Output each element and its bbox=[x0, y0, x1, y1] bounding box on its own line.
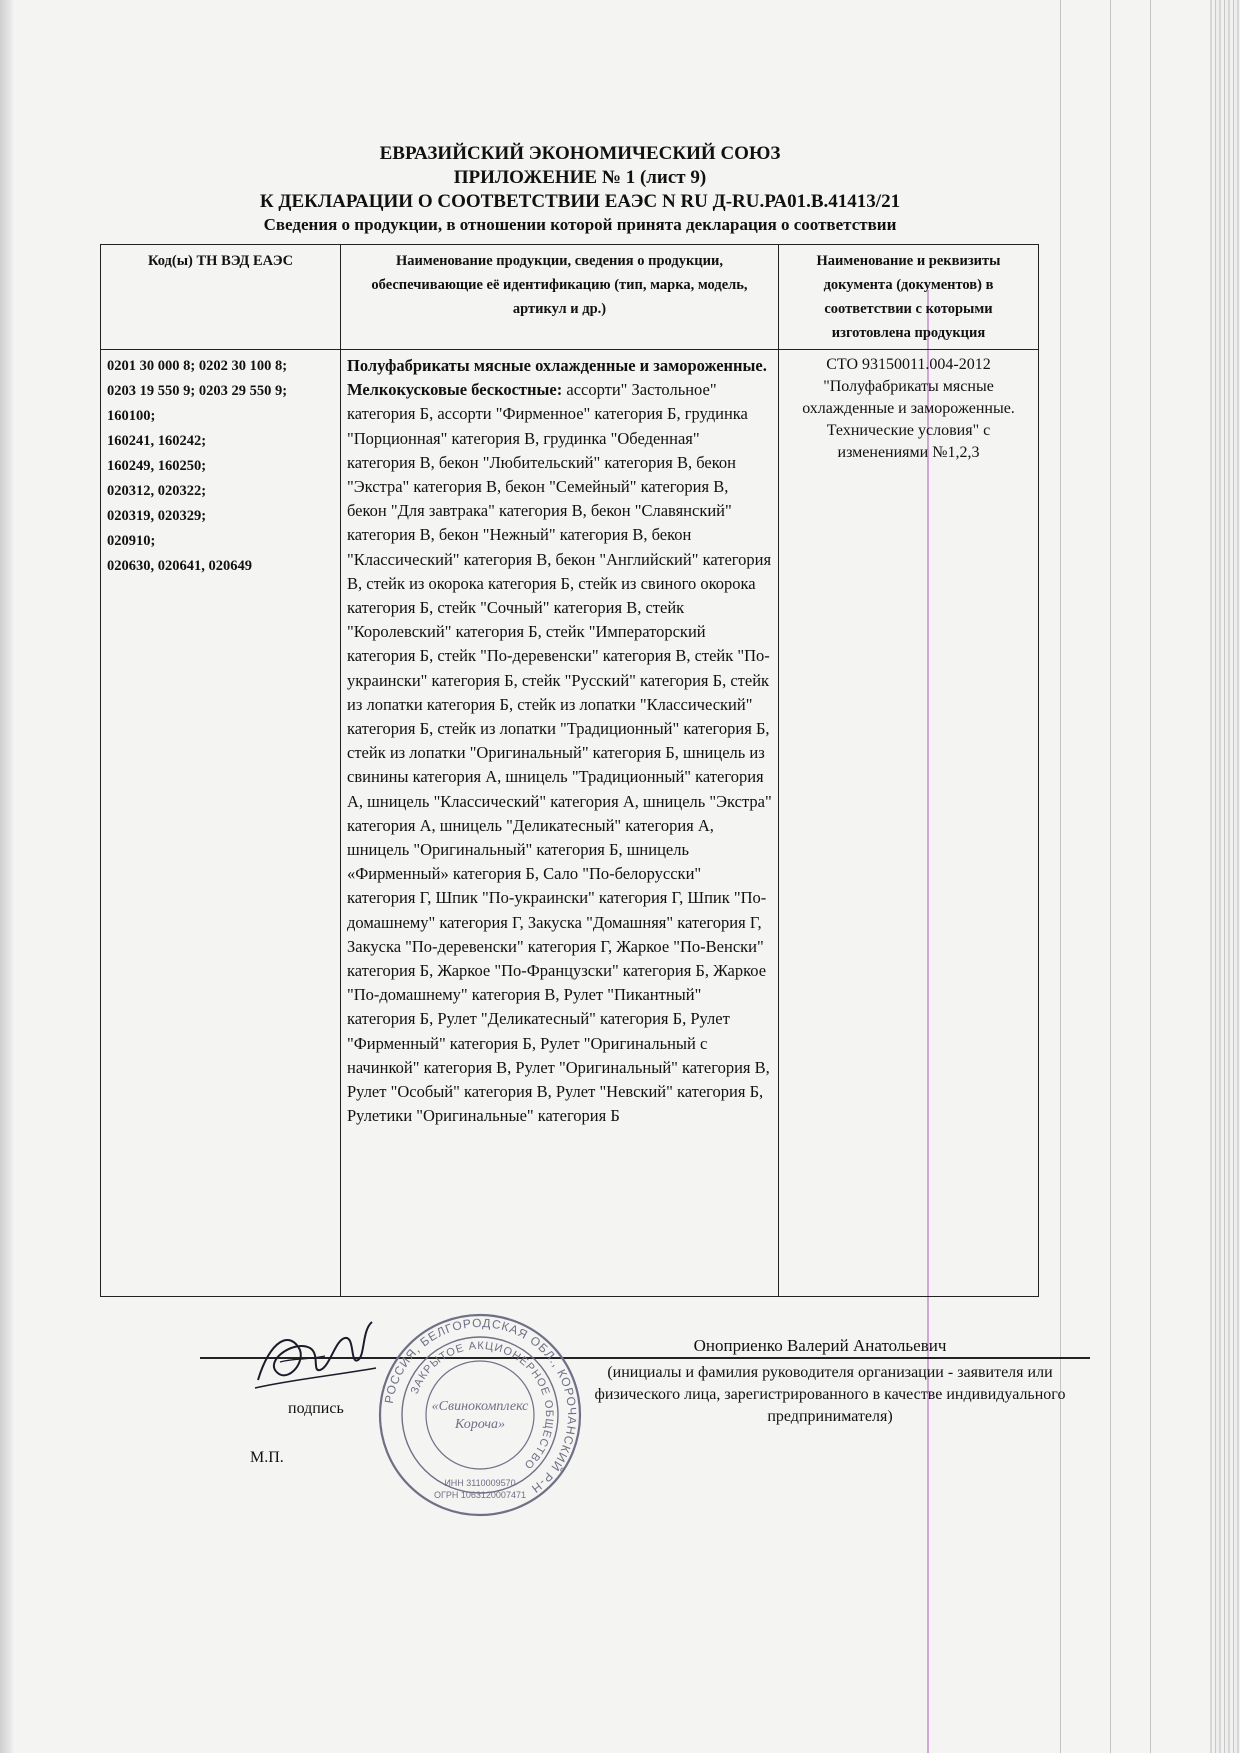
col-header-codes: Код(ы) ТН ВЭД ЕАЭС bbox=[101, 245, 341, 350]
seal-label: М.П. bbox=[250, 1449, 284, 1466]
code-line: 020630, 020641, 020649 bbox=[107, 558, 252, 574]
col-header-document: Наименование и реквизиты документа (документов) в соответствии с которыми изготовлена продукция bbox=[779, 245, 1039, 350]
stamp-outer-text: РОССИЯ, БЕЛГОРОДСКАЯ ОБЛ., КОРОЧАНСКИЙ Р-Н bbox=[381, 1315, 580, 1497]
document-header bbox=[200, 142, 960, 236]
scan-shadow-left bbox=[0, 0, 14, 1753]
signer-caption: (инициалы и фамилия руководителя организации - заявителя или физического лица, зарегистрированного в качестве индивидуального предпринимателя) bbox=[594, 1364, 1066, 1425]
stamp-inn: ИНН 3110009570 bbox=[444, 1478, 516, 1488]
signer-name: Оноприенко Валерий Анатольевич bbox=[693, 1336, 947, 1355]
code-line: 160241, 160242; bbox=[107, 433, 207, 449]
product-table bbox=[100, 244, 1039, 1297]
code-line: 0201 30 000 8; 0202 30 100 8; bbox=[107, 358, 288, 374]
product-title: Полуфабрикаты мясные охлажденные и замороженные. Мелкокусковые бескостные: bbox=[347, 356, 767, 400]
code-line: 160100; bbox=[107, 408, 156, 424]
appendix-title: ПРИЛОЖЕНИЕ № 1 (лист 9) bbox=[453, 167, 707, 188]
code-line: 0203 19 550 9; 0203 29 550 9; bbox=[107, 383, 288, 399]
stamp-center-line2: Короча» bbox=[454, 1417, 506, 1432]
stamp-ogrn: ОГРН 1063120007471 bbox=[434, 1490, 526, 1500]
stamp-inner-text: ЗАКРЫТОЕ АКЦИОНЕРНОЕ ОБЩЕСТВО bbox=[408, 1339, 556, 1472]
union-title: ЕВРАЗИЙСКИЙ ЭКОНОМИЧЕСКИЙ СОЮЗ bbox=[379, 143, 781, 164]
table-caption: Сведения о продукции, в отношении которой принята декларация о соответствии bbox=[263, 215, 897, 234]
scan-artifact-line bbox=[1110, 0, 1111, 1753]
scan-artifact-line bbox=[1060, 0, 1061, 1753]
declaration-number: К ДЕКЛАРАЦИИ О СООТВЕТСТВИИ ЕАЭС N RU Д-RU.РА01.В.41413/21 bbox=[259, 191, 901, 212]
code-line: 160249, 160250; bbox=[107, 458, 207, 474]
code-line: 020312, 020322; bbox=[107, 483, 207, 499]
scan-edge-right bbox=[1210, 0, 1240, 1753]
product-list: ассорти" Застольное" категория Б, ассорти "Фирменное" категория Б, грудинка "Порционная" категория В, грудинка "Обеденная" категория В, бекон "Любительский" категория В, бекон "Экстра" категория В, бекон "Семейный" категория В, бекон "Для завтрака" категория В, бекон "Славянский" категория В, бекон "Нежный" категория В, бекон "Классический" категория В, бекон "Английский" категория В, стейк из окорока категория Б, стейк из свиного окорока категория Б, стейк "Сочный" категория В, стейк "Королевский" категория Б, стейк "Императорский категория Б, стейк "По-деревенски" категория В, стейк "По-украински" категория Б, стейк "Русский" категория Б, стейк из лопатки категория Б, стейк из лопатки "Классический" категория Б, стейк из лопатки "Традиционный" категория Б, стейк из лопатки "Оригинальный" категория Б, шницель из свинины категория А, шницель "Традиционный" категория А, шницель "Классический" категория А, шницель "Экстра" категория А, шницель "Деликатесный" категория А, шницель "Оригинальный" категория Б, шницель «Фирменный» категория Б, Сало "По-белорусски" категория Г, Шпик "По-украински" категория Г, Шпик "По-домашнему" категория Г, Закуска "Домашняя" категория Г, Закуска "По-деревенски" категория Г, Жаркое "По-Венски" категория Б, Жаркое "По-Французски" категория Б, Жаркое "По-домашнему" категория В, Рулет "Пикантный" категория Б, Рулет "Деликатесный" категория Б, Рулет "Фирменный" категория Б, Рулет "Оригинальный с начинкой" категория В, Рулет "Оригинальный" категория В, Рулет "Особый" категория В, Рулет "Невский" категория Б, Рулетики "Оригинальные" категория Б bbox=[347, 380, 772, 1126]
table-header-row bbox=[101, 245, 1039, 350]
codes-cell bbox=[101, 350, 341, 1297]
col-header-product: Наименование продукции, сведения о продукции, обеспечивающие её идентификацию (тип, марка, модель, артикул и др.) bbox=[341, 245, 779, 350]
product-cell bbox=[341, 350, 779, 1297]
code-line: 020910; bbox=[107, 533, 156, 549]
company-seal-stamp bbox=[375, 1310, 585, 1520]
stamp-center-line1: «Свинокомплекс bbox=[431, 1399, 529, 1414]
document-cell: СТО 93150011.004-2012 "Полуфабрикаты мясные охлажденные и замороженные. Технические условия" с изменениями №1,2,3 bbox=[779, 350, 1039, 1297]
code-line: 020319, 020329; bbox=[107, 508, 207, 524]
signature-label: подпись bbox=[288, 1400, 344, 1417]
scan-artifact-line bbox=[1150, 0, 1151, 1753]
handwritten-signature bbox=[250, 1310, 380, 1405]
table-row bbox=[101, 350, 1039, 1297]
